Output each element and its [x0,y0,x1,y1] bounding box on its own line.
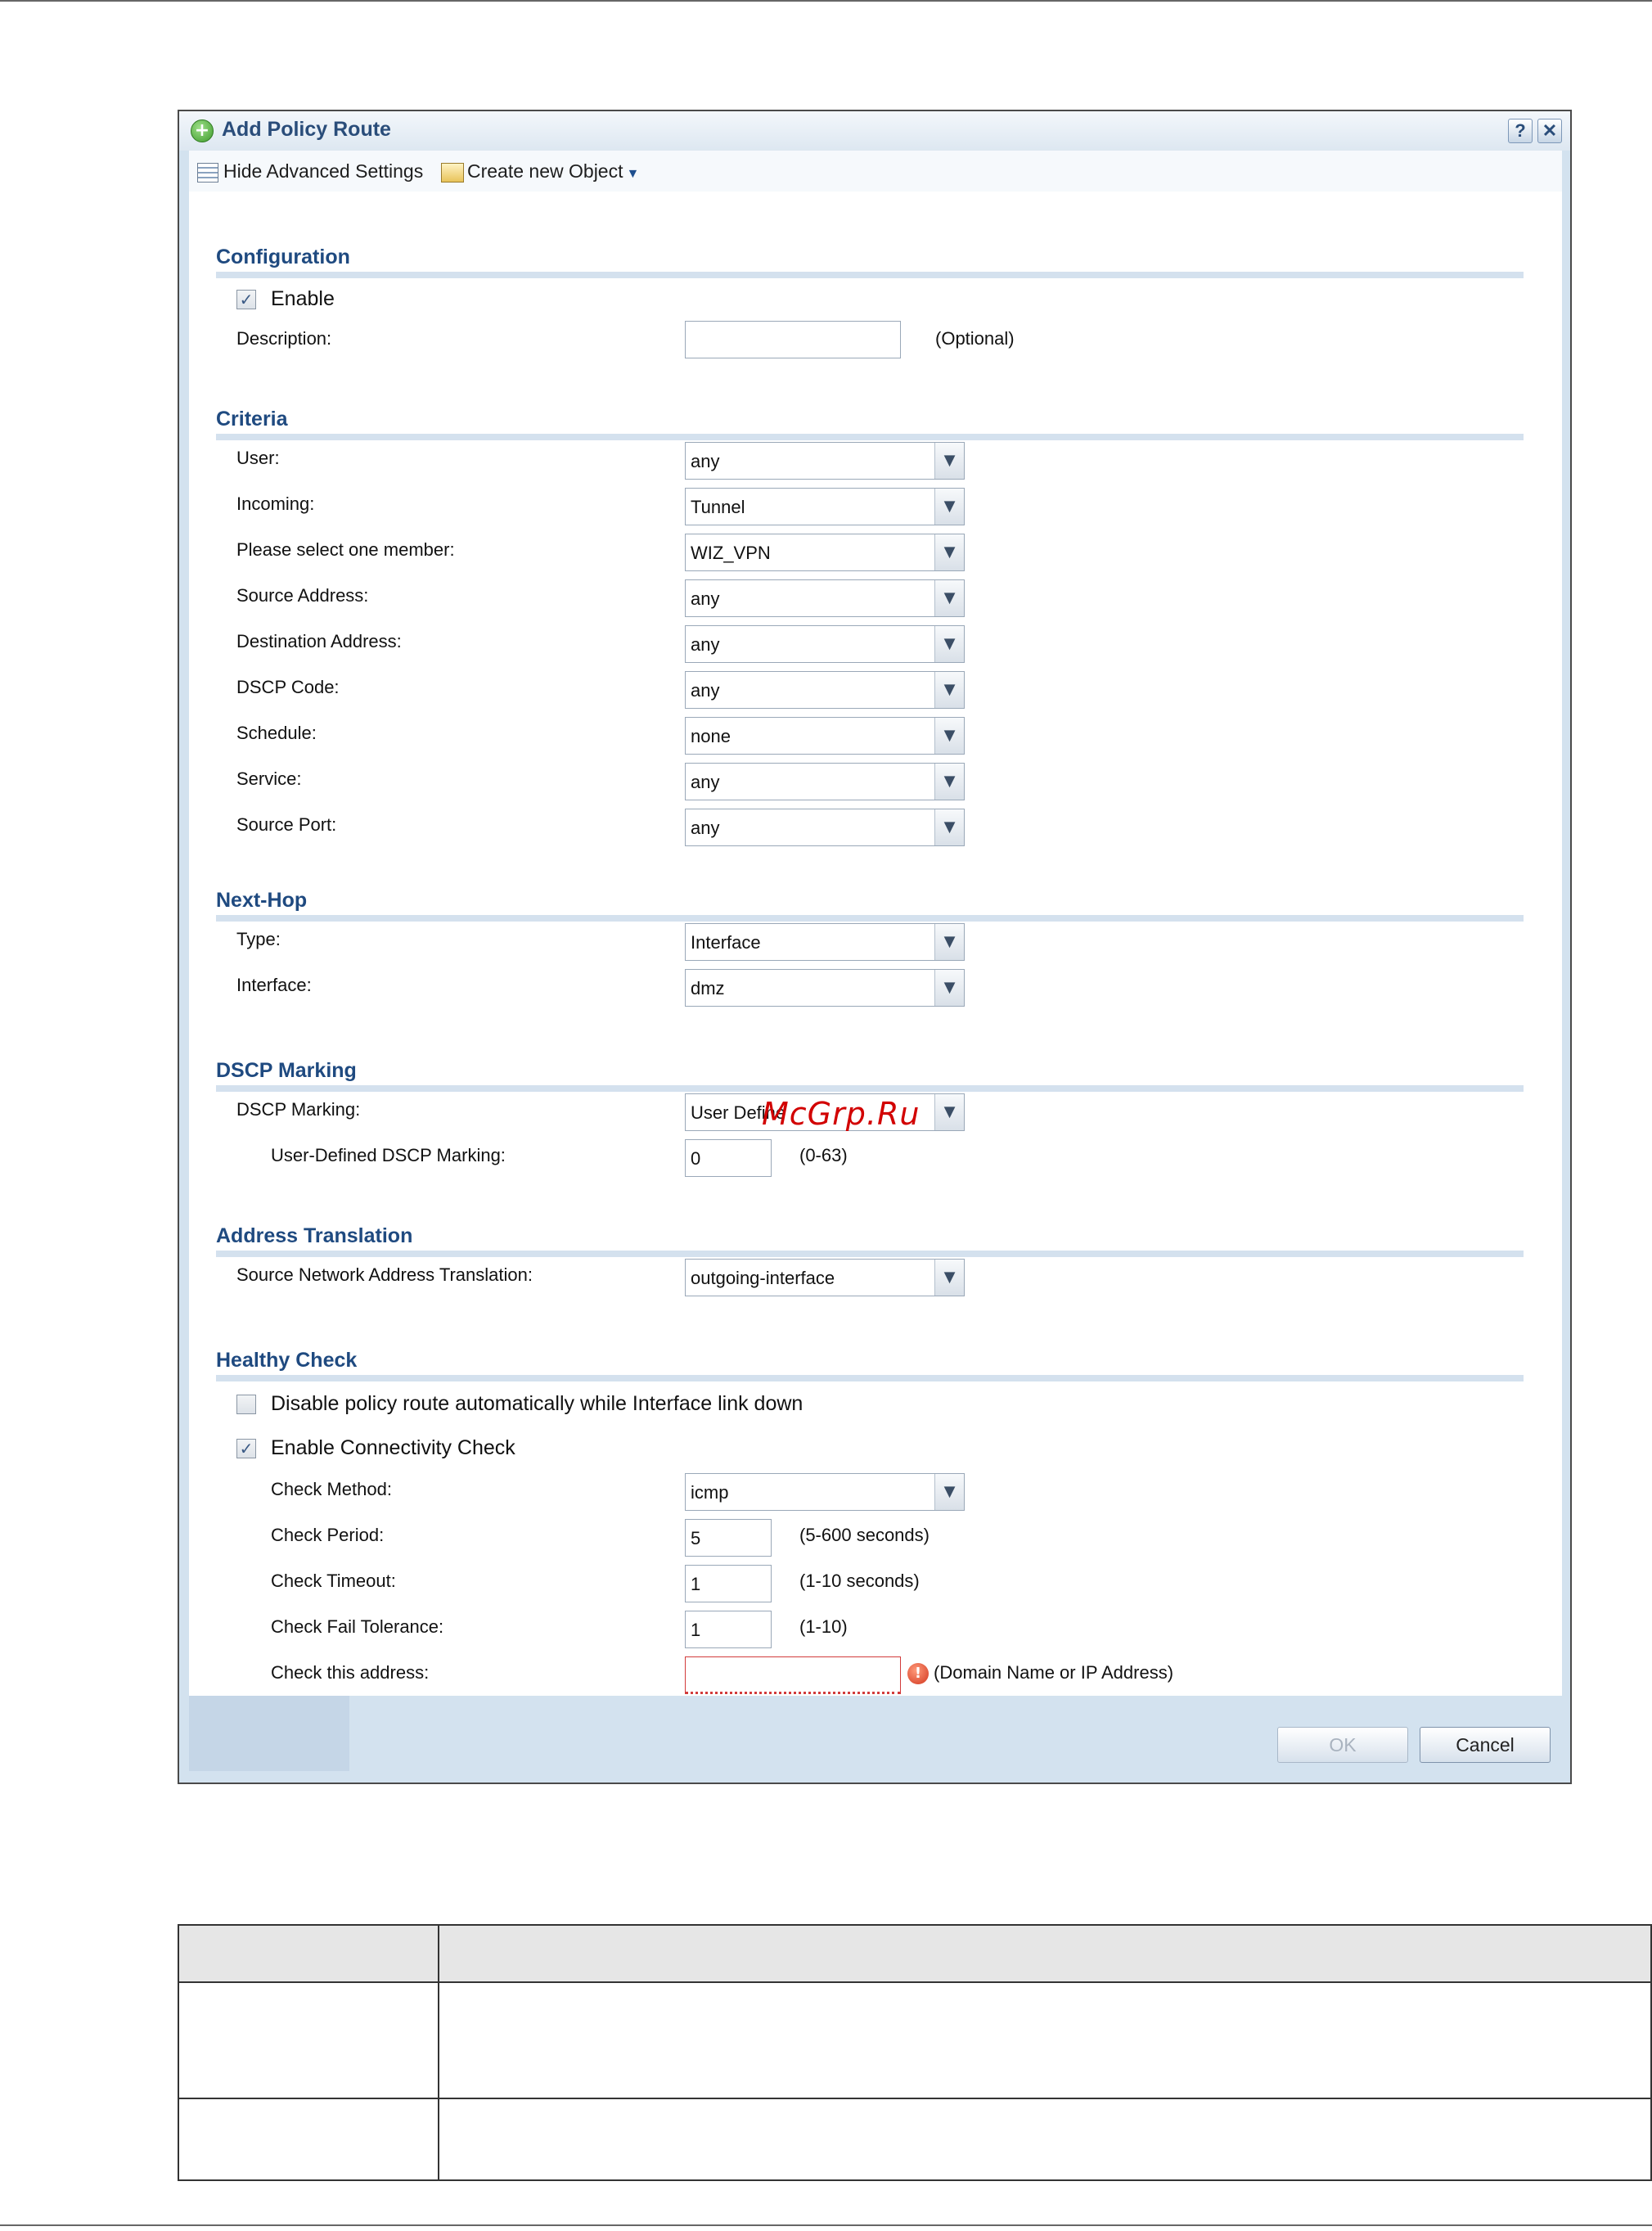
check-address-hint: (Domain Name or IP Address) [934,1662,1174,1683]
check-method-select[interactable] [685,1473,965,1511]
dialog-content [189,192,1562,1696]
enable-connectivity-label: Enable Connectivity Check [271,1436,515,1459]
incoming-label: Incoming: [236,494,315,514]
section-title-next-hop: Next-Hop [216,889,308,912]
check-timeout-input[interactable]: 1 [685,1565,772,1602]
user-label: User: [236,448,280,468]
enable-label: Enable [271,287,335,310]
close-button[interactable]: ✕ [1537,119,1562,143]
ok-button[interactable]: OK [1277,1727,1408,1763]
schedule-label: Schedule: [236,723,317,743]
page-bottom-rule [0,2224,1652,2226]
section-title-address-translation: Address Translation [216,1224,413,1247]
chevron-down-icon[interactable]: ▼ [934,672,964,708]
create-new-object-label: Create new Object [467,160,623,182]
chevron-down-icon[interactable]: ▼ [934,924,964,960]
chevron-down-icon[interactable]: ▼ [934,534,964,570]
check-fail-tolerance-hint: (1-10) [799,1616,848,1637]
user-defined-dscp-hint: (0-63) [799,1145,848,1165]
destination-address-select-value: any [691,634,720,655]
source-address-select-value: any [691,588,720,609]
user-select[interactable] [685,442,965,480]
dscp-code-select[interactable] [685,671,965,709]
table-cell [178,2098,439,2180]
check-address-input[interactable] [685,1656,901,1694]
source-address-select[interactable] [685,579,965,617]
section-divider [216,915,1524,922]
table-row [178,2098,1651,2180]
section-title-dscp-marking: DSCP Marking [216,1059,357,1082]
table-row [178,1982,1651,2098]
table-header-row [178,1925,1651,1982]
check-fail-tolerance-input[interactable]: 1 [685,1611,772,1648]
section-divider [216,434,1524,440]
schedule-select[interactable] [685,717,965,755]
chevron-down-icon[interactable]: ▼ [934,1260,964,1296]
watermark-text: McGrp.Ru [762,1096,921,1132]
add-policy-route-dialog [178,110,1572,1784]
check-address-label: Check this address: [271,1662,430,1683]
dialog-titlebar [179,111,1570,151]
table-header-cell [178,1925,439,1982]
chevron-down-icon[interactable]: ▼ [934,1474,964,1510]
table-header-cell [439,1925,1651,1982]
check-method-label: Check Method: [271,1479,392,1499]
chevron-down-icon[interactable]: ▼ [934,718,964,754]
type-label: Type: [236,929,281,949]
service-select-value: any [691,772,720,792]
check-timeout-label: Check Timeout: [271,1571,396,1591]
chevron-down-icon: ▼ [626,167,640,181]
member-select-value: WIZ_VPN [691,543,771,563]
dialog-toolbar [189,151,1562,192]
dscp-code-label: DSCP Code: [236,677,340,697]
section-divider [216,1085,1524,1092]
error-icon: ! [907,1663,929,1684]
chevron-down-icon[interactable]: ▼ [934,1094,964,1130]
help-button[interactable]: ? [1508,119,1533,143]
add-icon: + [191,119,214,142]
description-table [178,1924,1652,2181]
check-fail-tolerance-label: Check Fail Tolerance: [271,1616,444,1637]
description-label: Description: [236,328,332,349]
check-method-select-value: icmp [691,1482,729,1503]
destination-address-label: Destination Address: [236,631,402,651]
description-input[interactable] [685,321,901,358]
check-period-input[interactable]: 5 [685,1519,772,1557]
list-icon [197,163,218,183]
enable-checkbox[interactable]: ✓ [236,290,256,309]
page-top-rule [0,0,1652,2]
snat-select-value: outgoing-interface [691,1268,835,1288]
create-new-object-menu[interactable] [441,159,639,183]
source-port-label: Source Port: [236,814,337,835]
hide-advanced-settings-button[interactable] [197,159,423,183]
description-hint: (Optional) [935,328,1015,349]
section-title-criteria: Criteria [216,408,288,430]
section-title-healthy-check: Healthy Check [216,1349,358,1372]
section-divider [216,272,1524,278]
source-port-select-value: any [691,818,720,838]
member-select[interactable] [685,534,965,571]
footer-panel [189,1696,349,1771]
cancel-button[interactable]: Cancel [1420,1727,1551,1763]
chevron-down-icon[interactable]: ▼ [934,626,964,662]
destination-address-select[interactable] [685,625,965,663]
type-select[interactable] [685,923,965,961]
table-cell [178,1982,439,2098]
chevron-down-icon[interactable]: ▼ [934,580,964,616]
dscp-marking-label: DSCP Marking: [236,1099,361,1120]
chevron-down-icon[interactable]: ▼ [934,970,964,1006]
object-icon [441,163,464,183]
user-defined-dscp-label: User-Defined DSCP Marking: [271,1145,506,1165]
schedule-select-value: none [691,726,731,746]
check-timeout-hint: (1-10 seconds) [799,1571,920,1591]
snat-label: Source Network Address Translation: [236,1264,533,1285]
service-select[interactable] [685,763,965,800]
snat-select[interactable] [685,1259,965,1296]
section-title-configuration: Configuration [216,246,350,268]
dialog-title: Add Policy Route [222,118,391,141]
dscp-code-select-value: any [691,680,720,701]
hide-advanced-settings-label: Hide Advanced Settings [223,160,424,182]
source-port-select[interactable] [685,809,965,846]
check-period-label: Check Period: [271,1525,385,1545]
user-defined-dscp-input[interactable]: 0 [685,1139,772,1177]
interface-label: Interface: [236,975,312,995]
table-cell [439,1982,1651,2098]
incoming-select-value: Tunnel [691,497,745,517]
chevron-down-icon[interactable]: ▼ [934,809,964,845]
member-label: Please select one member: [236,539,455,560]
check-period-hint: (5-600 seconds) [799,1525,930,1545]
enable-connectivity-checkbox[interactable]: ✓ [236,1439,256,1458]
dscp-marking-select-value: User Define [691,1102,786,1123]
interface-select[interactable] [685,969,965,1007]
disable-route-label: Disable policy route automatically while Interface link down [271,1392,803,1415]
user-select-value: any [691,451,720,471]
chevron-down-icon[interactable]: ▼ [934,764,964,800]
section-divider [216,1251,1524,1257]
chevron-down-icon[interactable]: ▼ [934,443,964,479]
disable-route-checkbox[interactable] [236,1395,256,1414]
table-cell [439,2098,1651,2180]
chevron-down-icon[interactable]: ▼ [934,489,964,525]
incoming-select[interactable] [685,488,965,525]
type-select-value: Interface [691,932,761,953]
section-divider [216,1375,1524,1381]
interface-select-value: dmz [691,978,725,998]
service-label: Service: [236,768,302,789]
source-address-label: Source Address: [236,585,369,606]
